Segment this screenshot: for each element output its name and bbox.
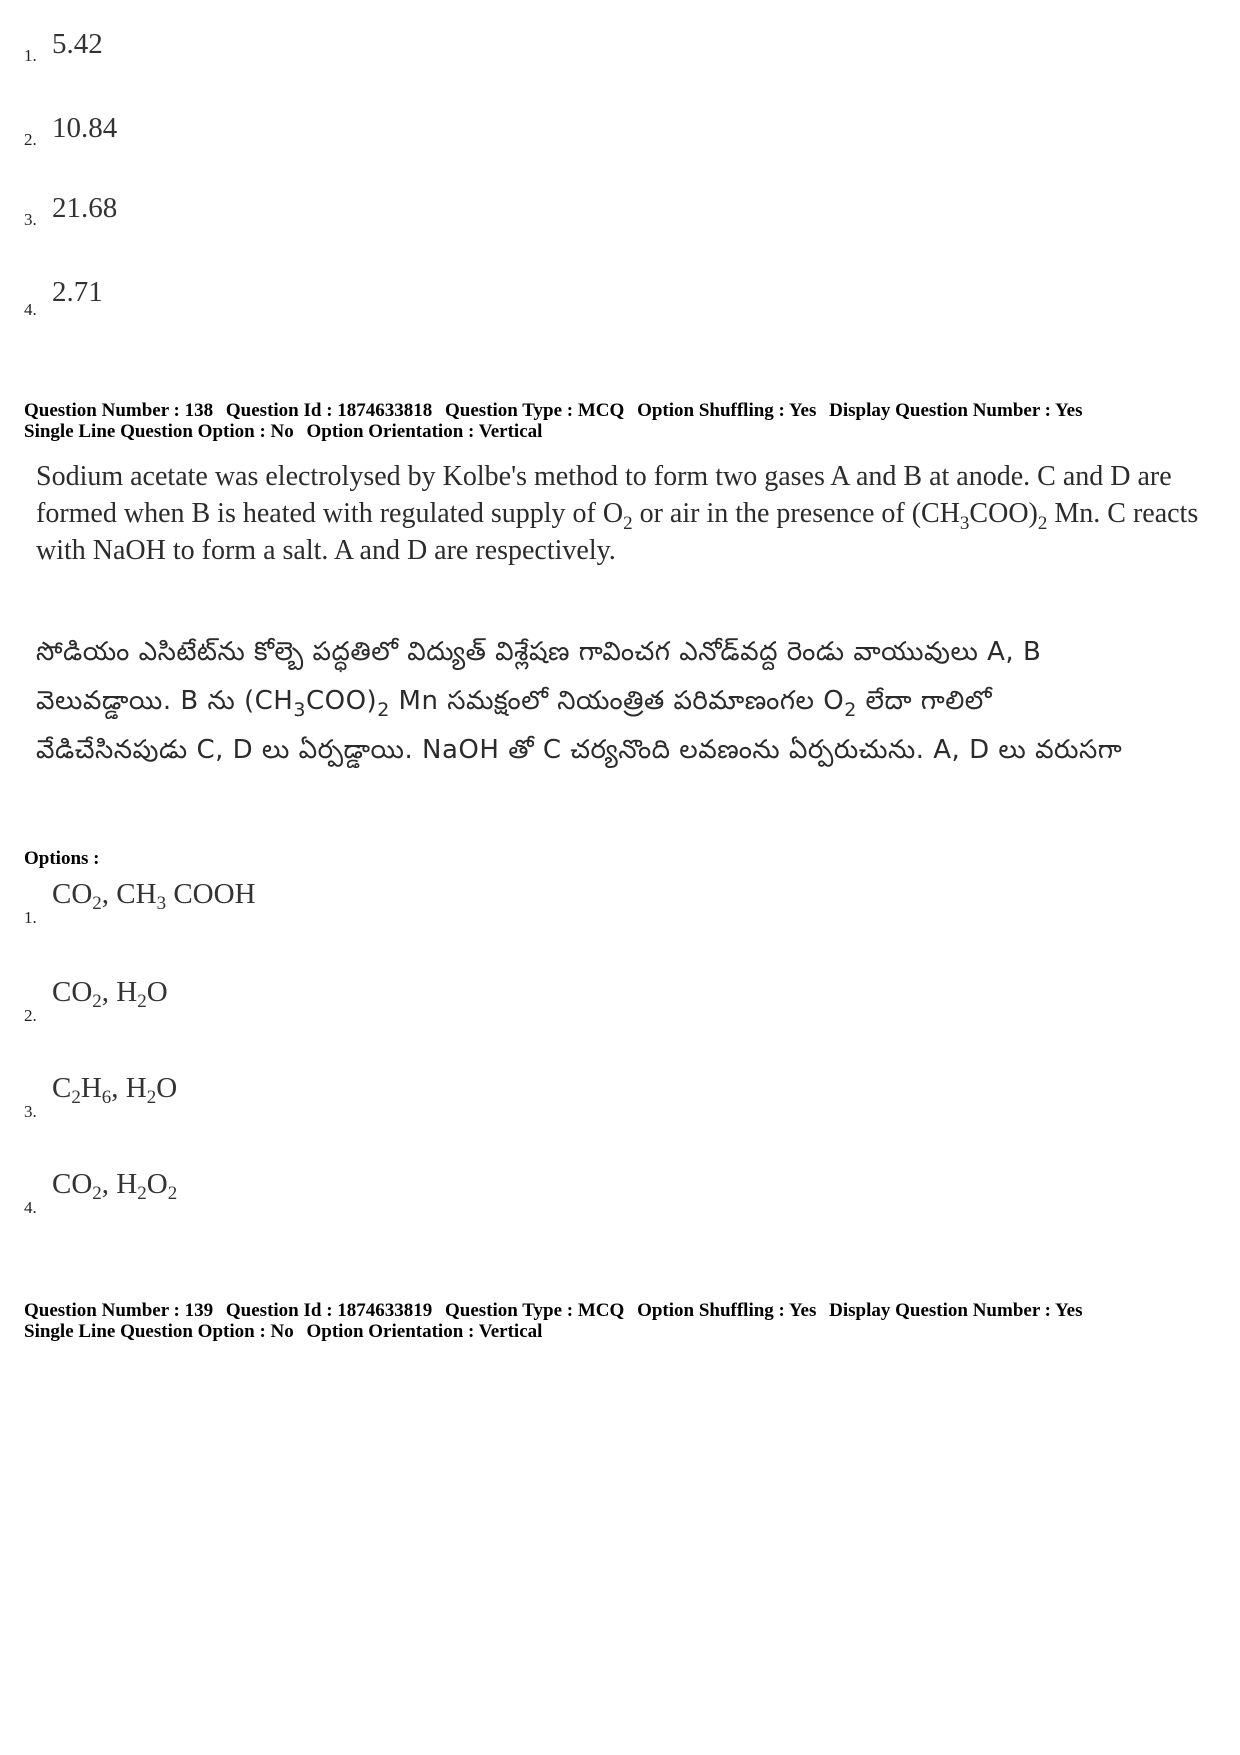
formula-subscript: 2 (146, 1087, 157, 1108)
meta-line-1 (24, 1300, 1090, 1321)
stem-subscript: 3 (293, 699, 306, 721)
question-stem-english (36, 458, 1206, 569)
meta-option-orientation: Option Orientation : Vertical (306, 421, 543, 442)
option-number: 4. (24, 1198, 37, 1217)
stem-subscript: 2 (844, 699, 857, 721)
formula-text: COOH (166, 878, 256, 910)
formula-subscript: 2 (137, 991, 147, 1012)
stem-text: or air in the presence of (CH (632, 498, 960, 529)
meta-option-shuffling: Option Shuffling : Yes (637, 400, 817, 421)
stem-subscript: 2 (623, 513, 633, 534)
options-label: Options : (24, 848, 100, 869)
meta-question-number: Question Number : 138 (24, 400, 214, 421)
meta-display-question-number: Display Question Number : Yes (829, 400, 1083, 421)
option-value: 10.84 (52, 112, 118, 144)
meta-line-2 (24, 421, 1090, 442)
formula-text: O (156, 1072, 178, 1104)
formula-text: C (52, 1072, 72, 1104)
formula-text: CO (52, 878, 93, 910)
meta-question-id: Question Id : 1874633818 (225, 400, 433, 421)
meta-option-orientation: Option Orientation : Vertical (306, 1321, 543, 1342)
formula-subscript: 2 (71, 1087, 81, 1108)
formula-text: , H (101, 976, 138, 1008)
option-value: 2.71 (52, 276, 103, 308)
meta-line-1 (24, 400, 1090, 421)
meta-option-shuffling: Option Shuffling : Yes (637, 1300, 817, 1321)
formula-text: O (146, 976, 168, 1008)
formula-text: , CH (101, 878, 157, 910)
stem-subscript: 2 (1037, 513, 1048, 534)
option-number: 3. (24, 210, 37, 229)
formula-text: O (146, 1168, 168, 1200)
meta-question-type: Question Type : MCQ (445, 1300, 625, 1321)
formula-subscript: 2 (92, 1183, 102, 1204)
option-value: 21.68 (52, 192, 118, 224)
formula-text: H (80, 1072, 102, 1104)
formula-subscript: 6 (101, 1087, 112, 1108)
option-number: 1. (24, 908, 37, 927)
stem-text: Mn సమక్షంలో నియంత్రిత పరిమాణంగల O (389, 686, 845, 716)
meta-question-id: Question Id : 1874633819 (225, 1300, 433, 1321)
formula-text: , H (111, 1072, 147, 1104)
meta-question-type: Question Type : MCQ (445, 400, 625, 421)
option-formula (52, 1168, 178, 1204)
stem-text: Mn. C reacts with NaOH to form a salt. A and D are respectively. (36, 498, 1199, 566)
question-stem-telugu (36, 628, 1146, 775)
formula-subscript: 2 (137, 1183, 147, 1204)
meta-line-2 (24, 1321, 1090, 1342)
formula-subscript: 2 (92, 893, 102, 914)
formula-subscript: 3 (156, 893, 167, 914)
meta-question-number: Question Number : 139 (24, 1300, 214, 1321)
formula-text: , H (101, 1168, 138, 1200)
stem-text: Sodium acetate was electrolysed by Kolbe's method to form two gases A and B at anode. C and D are formed when B is heated with regulated supply of O (36, 461, 1172, 529)
question-138-meta (24, 400, 1090, 442)
stem-subscript: 2 (377, 699, 390, 721)
meta-display-question-number: Display Question Number : Yes (829, 1300, 1083, 1321)
stem-subscript: 3 (959, 513, 970, 534)
stem-text: COO) (305, 686, 378, 716)
stem-text: లేదా గాలిలో వేడిచేసినపుడు C, D లు ఏర్పడ్డాయి. NaOH తో C చర్యనొంది లవణంను ఏర్పరుచును. A, D లు వరుసగా (36, 686, 1123, 765)
option-number: 2. (24, 1006, 37, 1025)
formula-text: CO (52, 976, 93, 1008)
option-formula (52, 1072, 178, 1108)
option-number: 2. (24, 130, 37, 149)
option-number: 1. (24, 46, 37, 65)
meta-single-line-option: Single Line Question Option : No (24, 421, 294, 442)
question-139-meta (24, 1300, 1090, 1342)
option-formula (52, 976, 168, 1012)
option-formula (52, 878, 256, 914)
option-number: 4. (24, 300, 37, 319)
formula-subscript: 2 (92, 991, 102, 1012)
stem-text: COO) (969, 498, 1038, 529)
stem-text: సోడియం ఎసిటేట్‌ను కోల్బె పద్ధతిలో విద్యుత్ విశ్లేషణ గావించగ ఎనోడ్‌వద్ద రెండు వాయువులు A, B వెలువడ్డాయి. B ను (CH (36, 637, 1042, 716)
formula-text: CO (52, 1168, 93, 1200)
option-value: 5.42 (52, 28, 103, 60)
formula-subscript: 2 (167, 1183, 178, 1204)
option-number: 3. (24, 1102, 37, 1121)
meta-single-line-option: Single Line Question Option : No (24, 1321, 294, 1342)
